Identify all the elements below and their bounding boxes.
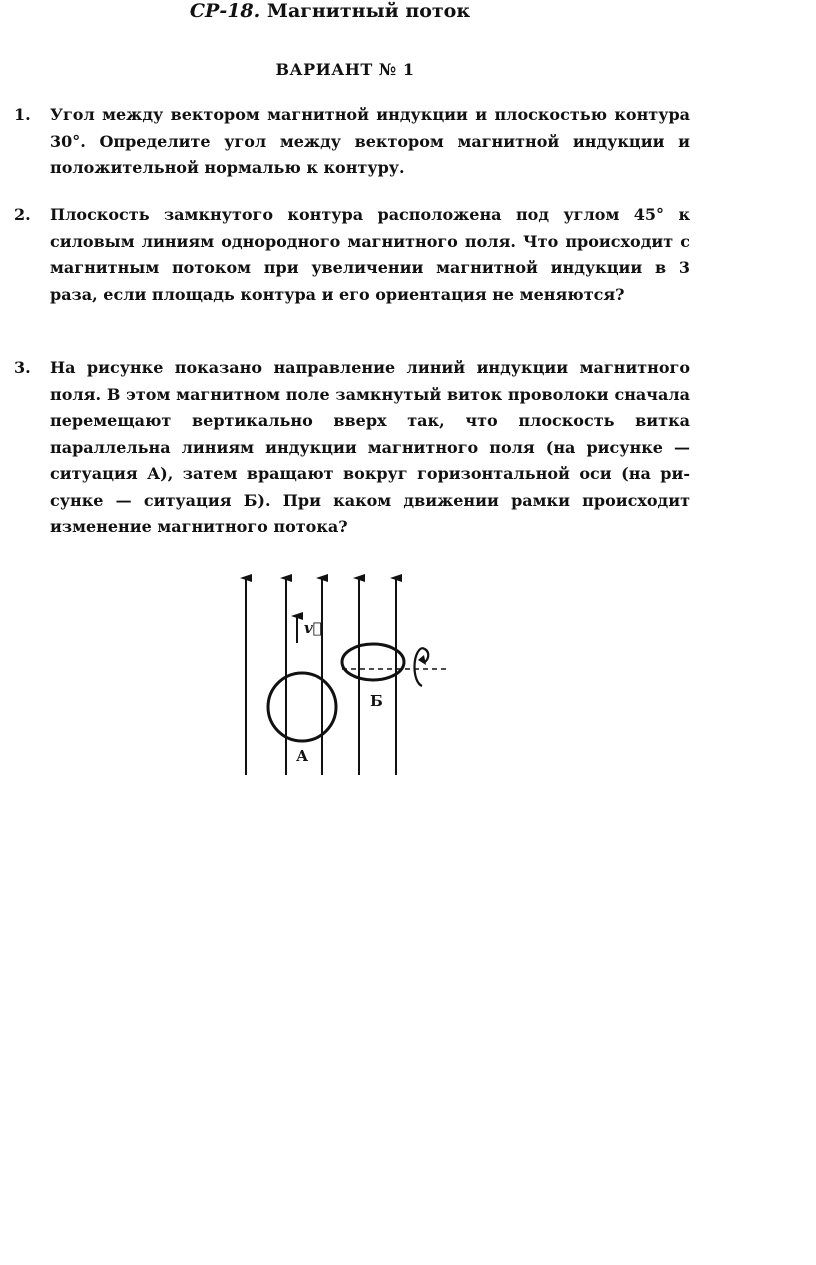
label-b: Б [370,692,383,710]
question-1 [14,102,690,182]
question-number: 2. [14,205,31,224]
question-2 [14,202,690,308]
label-a: А [296,747,309,765]
loop-a [268,673,336,741]
question-text: На рисунке показано направление линий индукции магнитного поля. В этом магнитном поле замкнутый виток проволоки сначала перемещают вертикально вверх так, что плоскость витка параллельна линиям индукции магнитного поля (на рисунке — ситуация А), затем вращают вокруг горизонтальной оси (на рисунке — ситуация Б). При каком движении рамки происходит изменение магнитного потока? [50,358,690,536]
question-number: 3. [14,358,31,377]
question-text: Угол между вектором магнитной индукции и плоскостью контура 30°. Определите угол между вектором магнитной индукции и положительной нормалью к контуру. [50,105,690,177]
field-lines [246,578,396,775]
page-title [0,0,660,22]
question-number: 1. [14,105,31,124]
figure-svg [200,568,480,808]
question-3 [14,355,690,541]
work-code: СР-18. [189,0,261,22]
question-text: Плоскость замкнутого контура расположена под углом 45° к силовым линиям однородного магнитного поля. Что происходит с магнитным потоком при увеличении магнитной индукции в 3 раза, если площадь контура и его ориентация не меняются? [50,205,690,304]
velocity-label: v⃗ [304,619,322,637]
rotation-arrow-icon [415,648,429,686]
topic-title: Магнитный поток [266,0,471,22]
magnetic-field-figure [200,568,480,808]
loop-b [342,644,404,680]
variant-heading: ВАРИАНТ № 1 [275,60,415,79]
